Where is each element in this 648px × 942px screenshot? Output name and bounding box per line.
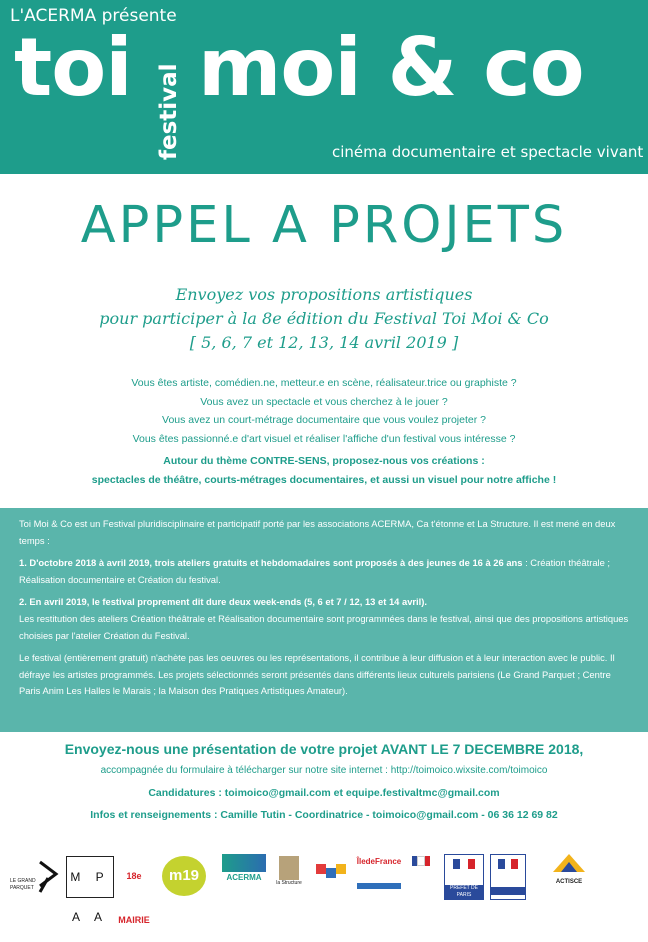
acerma-icon (222, 854, 266, 872)
question-item: Vous avez un spectacle et vous cherchez à le jouer ? (200, 395, 448, 408)
prefecture-logo (444, 854, 484, 900)
workshops-detail: : Création théâtrale ; Réalisation documentaire et Création du festival. (19, 557, 611, 585)
m19-logo (162, 856, 206, 896)
intro-block (0, 283, 648, 355)
republique-logo (412, 856, 434, 896)
festival-vertical-label: festival (156, 63, 182, 160)
question-item: Vous êtes artiste, comédien.ne, metteur.e en scène, réalisateur.trice ou graphiste ? (131, 377, 517, 389)
festival-header (0, 0, 648, 174)
prefecture-label: PRÉFET DE PARIS (445, 885, 483, 899)
theme-line: spectacles de théâtre, courts-métrages documentaires, et aussi un visuel pour notre affiche ! (91, 474, 557, 486)
description-text (19, 516, 631, 706)
question-item: Vous avez un court-métrage documentaire que vous voulez projeter ? (162, 414, 486, 427)
paris-icon (314, 860, 352, 884)
intro-line: pour participer à la 8e édition du Festival Toi Moi & Co (99, 309, 549, 328)
m19-label: m19 (168, 867, 200, 884)
festival-dates: [ 5, 6, 7 et 12, 13, 14 avril 2019 ] (189, 333, 459, 352)
grand-parquet-logo (10, 860, 62, 896)
festival-period-detail: Les restitution des ateliers Création théâtrale et Réalisation documentaire sont programmées dans le festival, ainsi que des propositions artistiques choisies par l'atelier Création du Festival. (19, 612, 629, 641)
questions-list (0, 374, 648, 449)
french-flag-icon (412, 856, 430, 866)
mpaa-logo (66, 856, 114, 924)
mairie-18-label: 18e MAIRIE (118, 871, 150, 925)
iledefrance-logo (354, 858, 404, 898)
partner-logos (0, 852, 648, 925)
mairie-18-logo (114, 854, 154, 925)
intro-line: Envoyez vos propositions artistiques (175, 285, 473, 304)
question-item: Vous êtes passionné.e d'art visuel et réaliser l'affiche d'un festival vous intéresse ? (132, 433, 516, 446)
prefecture-flag-icon (453, 859, 475, 869)
prefecture-region-logo (490, 854, 526, 900)
form-link-text[interactable]: accompagnée du formulaire à télécharger sur notre site internet : http://toimoico.wixsite.com/toimoico (100, 765, 548, 776)
structure-label: la Structure (276, 880, 302, 886)
acerma-label: ACERMA (226, 873, 262, 882)
description-paragraph: Toi Moi & Co est un Festival pluridisciplinaire et participatif porté par les associations ACERMA, Ca t'étonne et La Structure. Il est mené en deux temps : (19, 518, 616, 546)
actisce-label: ACTISCE (555, 879, 583, 885)
title-toi: toi (14, 21, 132, 114)
candidatures-emails[interactable]: Candidatures : toimoico@gmail.com et equipe.festivaltmc@gmail.com (148, 787, 500, 799)
deadline-text: Envoyez-nous une présentation de votre projet AVANT LE 7 DECEMBRE 2018, (64, 741, 584, 757)
description-paragraph (19, 594, 631, 644)
contact-info: Infos et renseignements : Camille Tutin - Coordinatrice - toimoico@gmail.com - 06 36 12 69 82 (90, 809, 558, 821)
festival-period-heading: 2. En avril 2019, le festival proprement dit dure deux week-ends (5, 6 et 7 / 12, 13 et 14 avril). (19, 596, 427, 608)
iledefrance-bar (357, 883, 401, 889)
region-flag-icon (498, 859, 518, 869)
iledefrance-label: ÎledeFrance (356, 857, 402, 866)
acerma-logo (222, 854, 266, 898)
description-paragraph: Le festival (entièrement gratuit) n'achète pas les oeuvres ou les représentations, il contribue à leur diffusion et à leur interaction avec le public. Il défraye les artistes programmés. Les projets sélectionnés seront présentés dans différents lieux culturels parisiens (Le Grand Parquet ; Centre Paris Anim Les Halles le Marais ; la Maison des Pratiques Artistiques Amateur). (19, 652, 615, 697)
actisce-logo (540, 852, 598, 898)
header-subtitle: cinéma documentaire et spectacle vivant (332, 143, 644, 161)
grand-parquet-label: LE GRAND PARQUET (10, 878, 36, 891)
workshops-heading: 1. D'octobre 2018 à avril 2019, trois ateliers gratuits et hebdomadaires sont proposés à des jeunes de 16 à 26 ans (19, 557, 523, 569)
mpaa-label: M P A A (70, 870, 110, 924)
paris-logo (314, 860, 352, 896)
description-paragraph (19, 555, 631, 588)
presenter-text: L'ACERMA présente (10, 6, 177, 26)
title-moi-co: moi & co (198, 21, 584, 114)
theme-line: Autour du thème CONTRE-SENS, proposez-nous vos créations : (163, 455, 485, 467)
actisce-icon (549, 852, 589, 874)
festival-description-band (0, 508, 648, 732)
call-heading: APPEL A PROJETS (80, 196, 568, 255)
structure-icon (279, 856, 299, 880)
cta-block (0, 738, 648, 826)
theme-block (0, 452, 648, 490)
la-structure-logo (272, 856, 306, 898)
